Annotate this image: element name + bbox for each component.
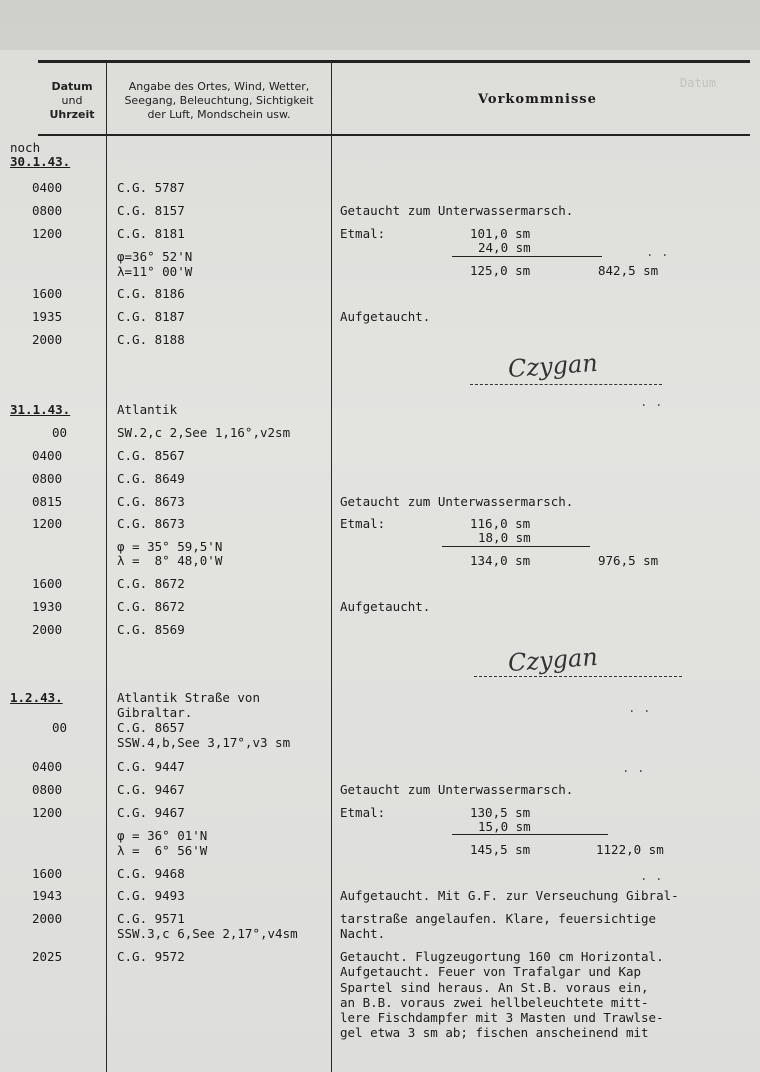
etmal-value: 15,0 sm [478, 819, 531, 834]
log-place: Atlantik Straße von [117, 690, 260, 705]
log-date: 30.1.43. [10, 154, 71, 169]
stray-mark: . . [622, 760, 645, 775]
log-place: C.G. 8181 [117, 226, 185, 241]
log-time: 2000 [32, 622, 63, 637]
log-time: 0400 [32, 759, 63, 774]
log-place: C.G. 8672 [117, 576, 185, 591]
log-place: C.G. 9493 [117, 888, 185, 903]
log-place: C.G. 8569 [117, 622, 185, 637]
log-event: Aufgetaucht. [340, 599, 431, 614]
log-time: 0800 [32, 203, 63, 218]
log-time: 1930 [32, 599, 63, 614]
etmal-value: 116,0 sm [470, 516, 531, 531]
log-time: 1600 [32, 286, 63, 301]
log-time: 1600 [32, 866, 63, 881]
log-place: C.G. 8186 [117, 286, 185, 301]
signature-underline [474, 676, 682, 677]
log-time: 1200 [32, 226, 63, 241]
log-time: 2025 [32, 949, 63, 964]
etmal-sum-rule [442, 546, 590, 547]
log-time: 00 [52, 720, 68, 735]
log-place: C.G. 8672 [117, 599, 185, 614]
log-place: C.G. 9468 [117, 866, 185, 881]
log-time: 0815 [32, 494, 63, 509]
stray-mark: . . [646, 244, 669, 259]
log-date: 31.1.43. [10, 402, 71, 417]
log-place: C.G. 9447 [117, 759, 185, 774]
log-time: 1200 [32, 805, 63, 820]
log-event: Getaucht zum Unterwassermarsch. [340, 494, 574, 509]
log-time: 1600 [32, 576, 63, 591]
log-place: Atlantik [117, 402, 178, 417]
etmal-value: 130,5 sm [470, 805, 531, 820]
header-vorkommnisse: Vorkommnisse [478, 92, 597, 107]
etmal-value: 24,0 sm [478, 240, 531, 255]
log-event: Getaucht. Flugzeugortung 160 cm Horizontal. [340, 949, 664, 964]
column-divider-1 [106, 62, 107, 1072]
stray-mark: . . [640, 394, 663, 409]
log-time: 0800 [32, 782, 63, 797]
log-place: C.G. 9467 [117, 805, 185, 820]
log-event: Etmal: [340, 516, 386, 531]
log-time: noch [10, 140, 41, 155]
log-place: SSW.4,b,See 3,17°,v3 sm [117, 735, 291, 750]
bleed-through-text: Datum [680, 76, 717, 90]
log-time: 2000 [32, 332, 63, 347]
log-place: C.G. 9467 [117, 782, 185, 797]
etmal-total: 976,5 sm [598, 553, 659, 568]
header-datum-line: und [61, 94, 83, 107]
etmal-sum: 145,5 sm [470, 842, 531, 857]
scan-shadow [0, 0, 760, 50]
log-place: φ = 35° 59,5'N [117, 539, 223, 554]
log-time: 0800 [32, 471, 63, 486]
log-event: tarstraße angelaufen. Klare, feuersichtige [340, 911, 657, 926]
log-time: 2000 [32, 911, 63, 926]
header-ort-line: Angabe des Ortes, Wind, Wetter, [128, 80, 310, 93]
etmal-sum-rule [452, 834, 608, 835]
log-event: Aufgetaucht. [340, 309, 431, 324]
stray-mark: . . [640, 868, 663, 883]
header-ort-line: der Luft, Mondschein usw. [147, 108, 291, 121]
header-top-rule [38, 60, 750, 63]
header-ort-line: Seegang, Beleuchtung, Sichtigkeit [124, 94, 314, 107]
log-place: C.G. 8673 [117, 516, 185, 531]
log-date: 1.2.43. [10, 690, 63, 705]
log-event: an B.B. voraus zwei hellbeleuchtete mitt- [340, 995, 649, 1010]
stray-mark: . . [628, 700, 651, 715]
log-event: Aufgetaucht. Mit G.F. zur Verseuchung Gibral- [340, 888, 679, 903]
log-place: φ=36° 52'N [117, 249, 193, 264]
log-event: lere Fischdampfer mit 3 Masten und Trawlse- [340, 1010, 664, 1025]
log-place: λ=11° 00'W [117, 264, 193, 279]
log-time: 1200 [32, 516, 63, 531]
etmal-total: 1122,0 sm [596, 842, 664, 857]
etmal-sum-rule [452, 256, 602, 257]
etmal-value: 18,0 sm [478, 530, 531, 545]
header-ort [108, 80, 330, 122]
column-divider-2 [331, 62, 332, 1072]
log-time: 1943 [32, 888, 63, 903]
log-place: Gibraltar. [117, 705, 193, 720]
log-time: 0400 [32, 180, 63, 195]
log-place: C.G. 8187 [117, 309, 185, 324]
signature: Czygan [507, 642, 599, 678]
signature-underline [470, 384, 662, 385]
log-place: C.G. 5787 [117, 180, 185, 195]
log-time: 1935 [32, 309, 63, 324]
etmal-value: 101,0 sm [470, 226, 531, 241]
log-time: 00 [52, 425, 68, 440]
log-place: C.G. 8673 [117, 494, 185, 509]
etmal-sum: 134,0 sm [470, 553, 531, 568]
log-place: C.G. 8657 [117, 720, 185, 735]
log-event: Getaucht zum Unterwassermarsch. [340, 203, 574, 218]
log-event: Spartel sind heraus. An St.B. voraus ein, [340, 980, 649, 995]
log-place: λ = 8° 48,0'W [117, 553, 223, 568]
header-datum-line: Uhrzeit [49, 108, 95, 121]
log-event: Etmal: [340, 805, 386, 820]
log-time: 0400 [32, 448, 63, 463]
log-event: Aufgetaucht. Feuer von Trafalgar und Kap [340, 964, 642, 979]
log-place: C.G. 9571 [117, 911, 185, 926]
etmal-total: 842,5 sm [598, 263, 659, 278]
header-bottom-rule [38, 134, 750, 136]
signature: Czygan [507, 348, 599, 384]
header-datum-line: Datum [51, 80, 93, 93]
log-event: Getaucht zum Unterwassermarsch. [340, 782, 574, 797]
log-place: φ = 36° 01'N [117, 828, 208, 843]
log-place: SSW.3,c 6,See 2,17°,v4sm [117, 926, 298, 941]
log-event: Etmal: [340, 226, 386, 241]
header-datum [38, 80, 106, 122]
log-event: Nacht. [340, 926, 386, 941]
log-place: C.G. 8567 [117, 448, 185, 463]
log-place: C.G. 8157 [117, 203, 185, 218]
log-place: C.G. 8649 [117, 471, 185, 486]
log-place: SW.2,c 2,See 1,16°,v2sm [117, 425, 291, 440]
log-place: λ = 6° 56'W [117, 843, 208, 858]
etmal-sum: 125,0 sm [470, 263, 531, 278]
log-event: gel etwa 3 sm ab; fischen anscheinend mit [340, 1025, 649, 1040]
log-place: C.G. 8188 [117, 332, 185, 347]
log-place: C.G. 9572 [117, 949, 185, 964]
